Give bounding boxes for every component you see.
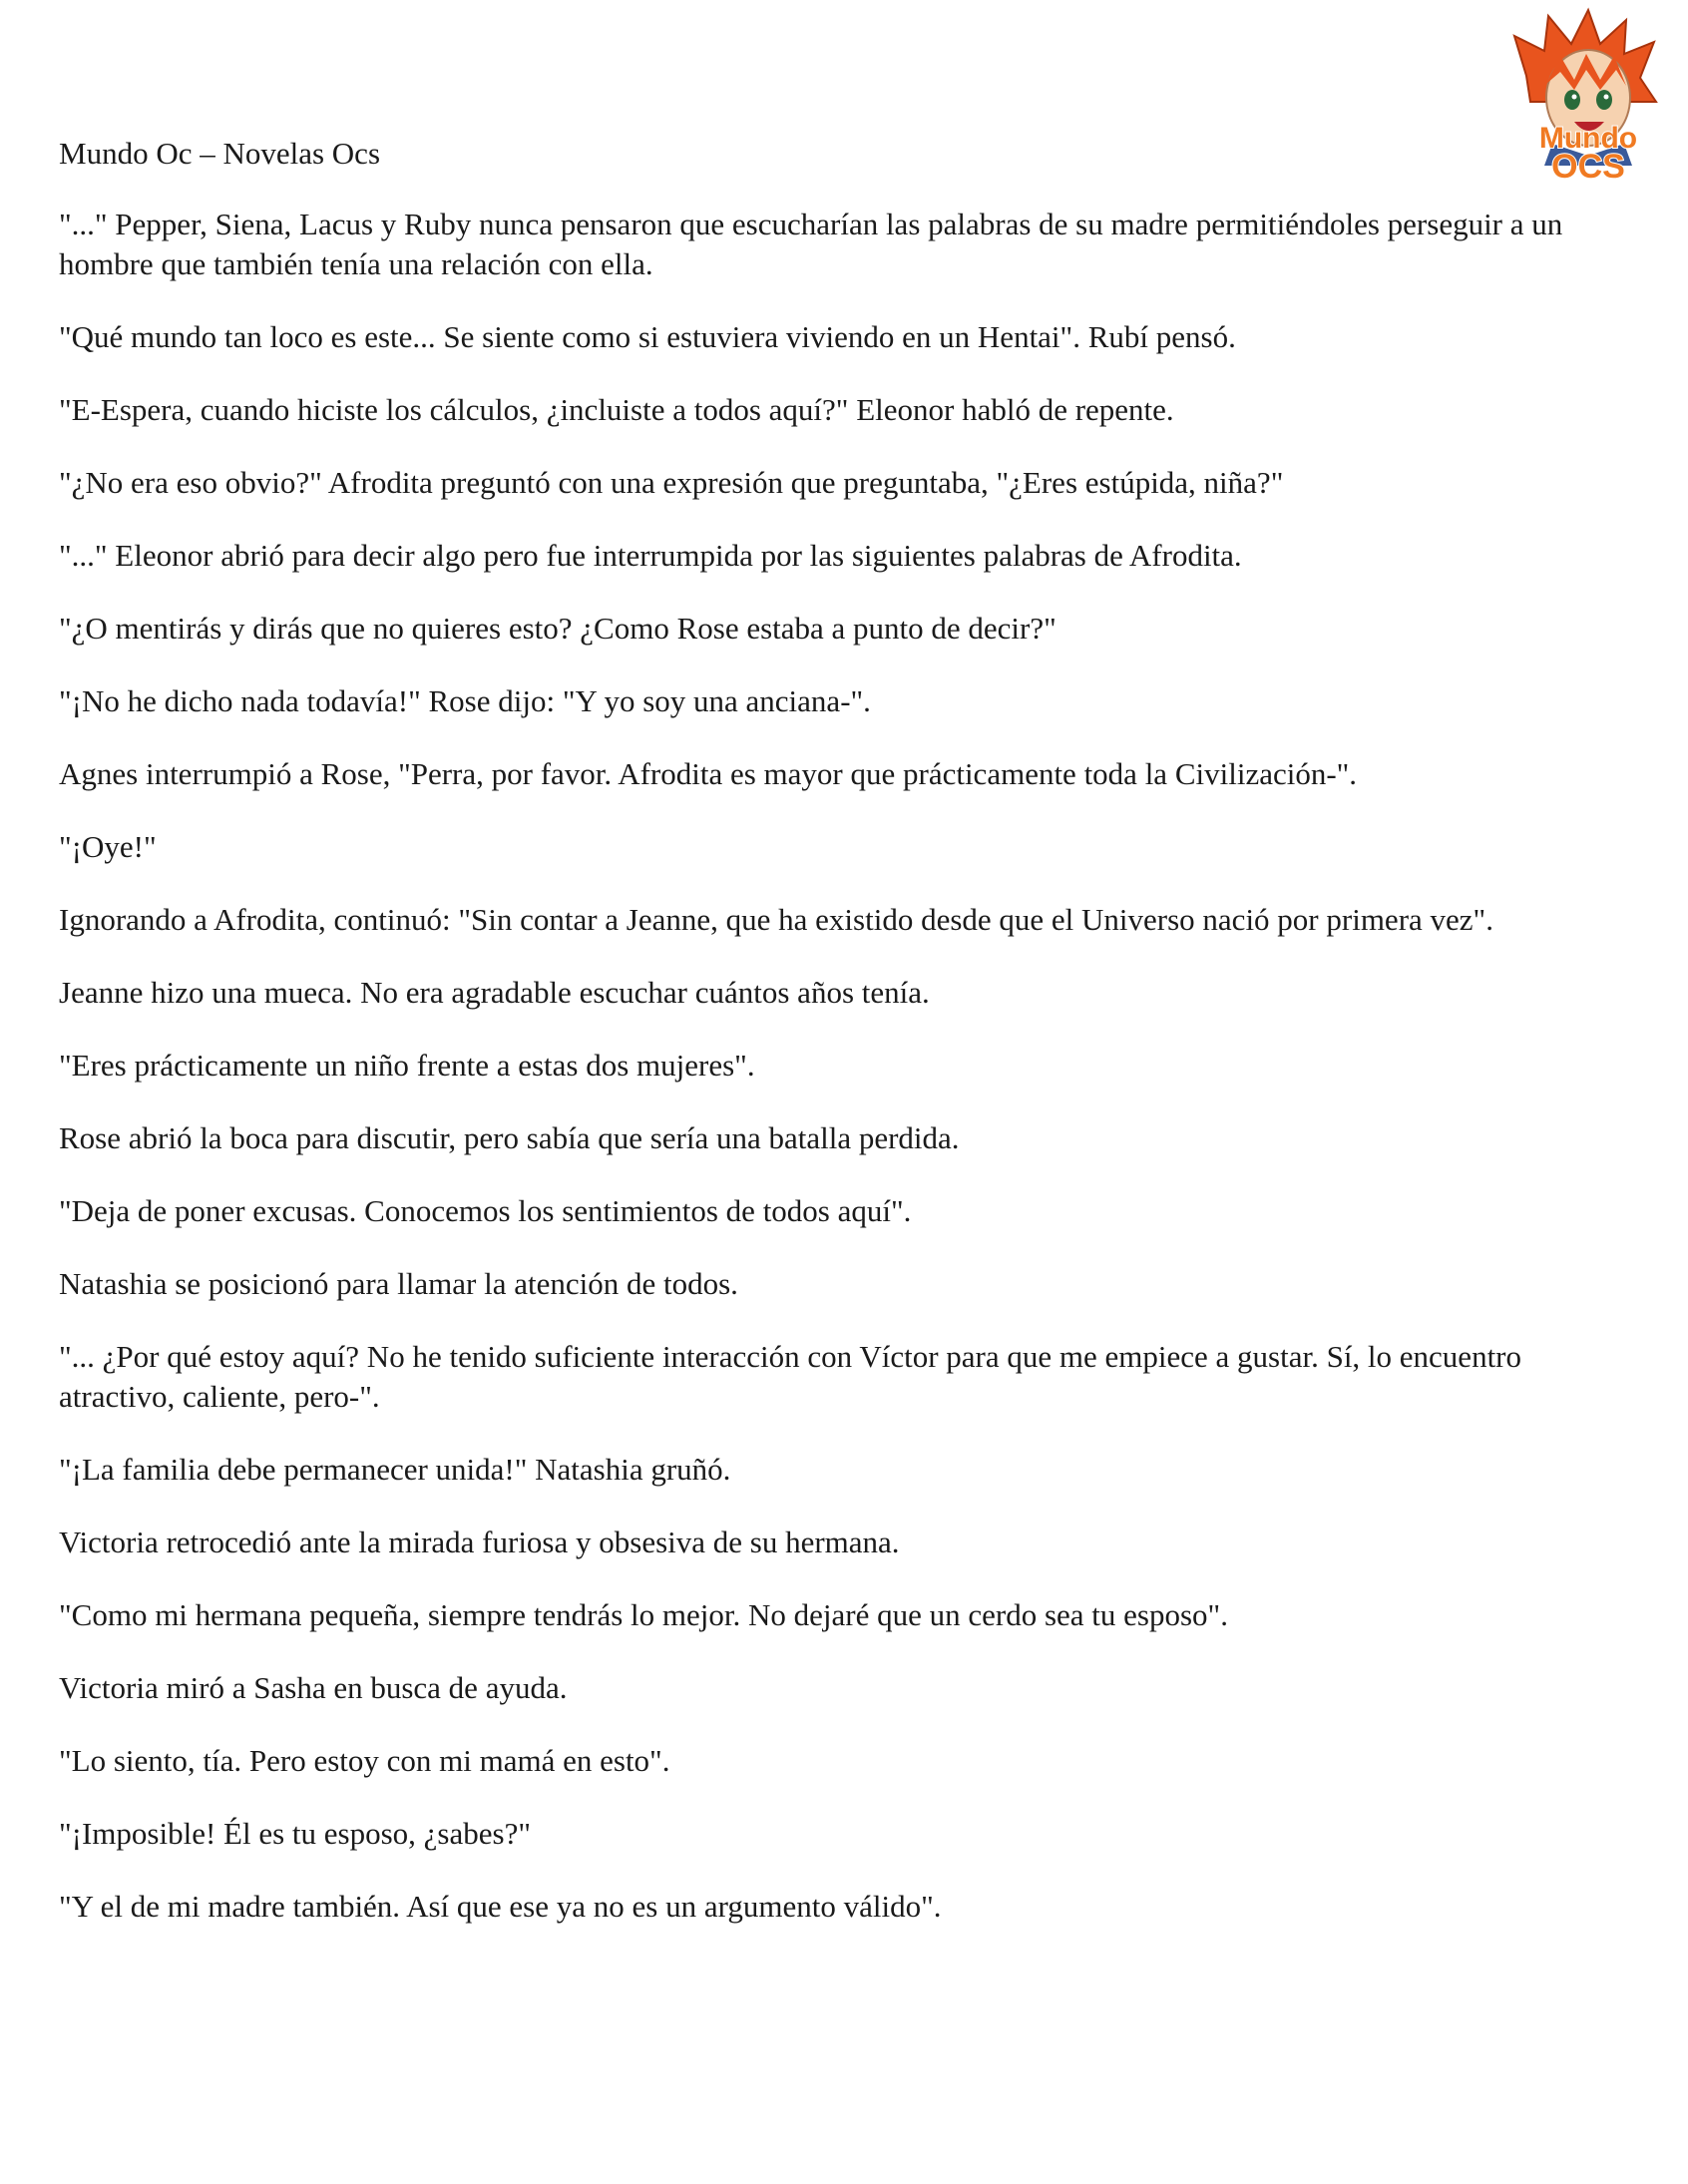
paragraph: "¡Oye!" (59, 829, 157, 864)
paragraph: "Eres prácticamente un niño frente a estas dos mujeres". (59, 1048, 755, 1083)
paragraph: "¡La familia debe permanecer unida!" Natashia gruñó. (59, 1452, 731, 1487)
paragraph: "¿O mentirás y dirás que no quieres esto? ¿Como Rose estaba a punto de decir?" (59, 611, 1056, 646)
paragraph: "¡Imposible! Él es tu esposo, ¿sabes?" (59, 1816, 531, 1851)
anime-mascot-icon (1496, 6, 1676, 186)
paragraph: "Lo siento, tía. Pero estoy con mi mamá en esto". (59, 1743, 670, 1778)
paragraph: "E-Espera, cuando hiciste los cálculos, ¿incluiste a todos aquí?" Eleonor habló de repente. (59, 392, 1174, 427)
logo-text-ocs: OCS (1551, 148, 1625, 186)
paragraph: "¡No he dicho nada todavía!" Rose dijo: "Y yo soy una anciana-". (59, 683, 871, 718)
paragraph: "¿No era eso obvio?" Afrodita preguntó con una expresión que preguntaba, "¿Eres estúpida, niña?" (59, 465, 1284, 500)
mundo-ocs-logo (1496, 6, 1676, 186)
paragraph: Natashia se posicionó para llamar la atención de todos. (59, 1266, 738, 1301)
logo-text-mundo: Mundo (1538, 122, 1638, 155)
paragraph: "..." Eleonor abrió para decir algo pero fue interrumpida por las siguientes palabras de Afrodita. (59, 538, 1242, 573)
document-body (59, 205, 1615, 1960)
paragraph: Victoria retrocedió ante la mirada furiosa y obsesiva de su hermana. (59, 1525, 900, 1559)
paragraph: "... ¿Por qué estoy aquí? No he tenido suficiente interacción con Víctor para que me empiece a gustar. Sí, lo encuentro atractivo, caliente, pero-". (59, 1339, 1522, 1414)
paragraph: Jeanne hizo una mueca. No era agradable escuchar cuántos años tenía. (59, 975, 930, 1010)
page-header-title: Mundo Oc – Novelas Ocs (59, 136, 381, 171)
paragraph: "Deja de poner excusas. Conocemos los sentimientos de todos aquí". (59, 1193, 912, 1228)
paragraph: Ignorando a Afrodita, continuó: "Sin contar a Jeanne, que ha existido desde que el Universo nació por primera vez". (59, 902, 1493, 937)
paragraph: Agnes interrumpió a Rose, "Perra, por favor. Afrodita es mayor que prácticamente toda la Civilización-". (59, 756, 1358, 791)
paragraph: "Qué mundo tan loco es este... Se siente como si estuviera viviendo en un Hentai". Rubí pensó. (59, 319, 1236, 354)
paragraph: Victoria miró a Sasha en busca de ayuda. (59, 1670, 568, 1705)
paragraph: "Y el de mi madre también. Así que ese ya no es un argumento válido". (59, 1889, 942, 1924)
paragraph: "..." Pepper, Siena, Lacus y Ruby nunca pensaron que escucharían las palabras de su madre permitiéndoles perseguir a un hombre que también tenía una relación con ella. (59, 207, 1563, 281)
paragraph: "Como mi hermana pequeña, siempre tendrás lo mejor. No dejaré que un cerdo sea tu esposo". (59, 1597, 1228, 1632)
paragraph: Rose abrió la boca para discutir, pero sabía que sería una batalla perdida. (59, 1120, 960, 1155)
